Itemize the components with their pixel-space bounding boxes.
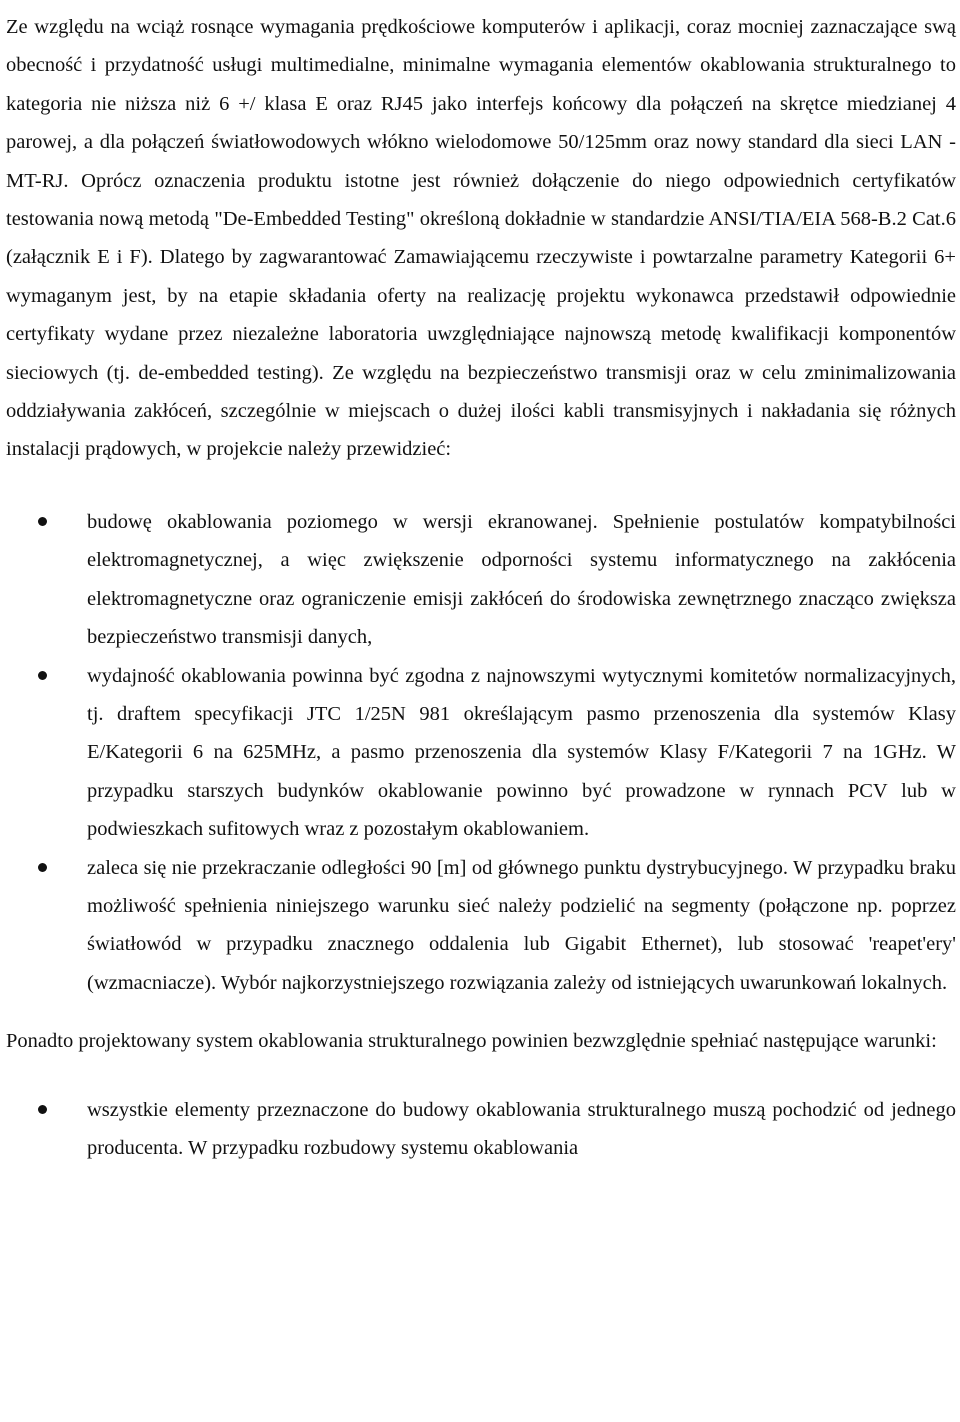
list-item-text: budowę okablowania poziomego w wersji ekranowanej. Spełnienie postulatów kompatybilności elektromagnetycznej, a więc zwiększenie odporności systemu informatycznego na zakłócenia elektromagnetyczne oraz ograniczenie emisji zakłóceń do środowiska zewnętrznego znacząco zwiększa bezpieczeństwo transmisji danych, (87, 510, 956, 649)
conditions-paragraph: Ponadto projektowany system okablowania strukturalnego powinien bezwzględnie spełniać następujące warunki: (6, 1030, 937, 1053)
bullet-icon (38, 517, 47, 526)
list-item (6, 657, 956, 849)
list-item (6, 849, 956, 1003)
list-item (6, 1091, 956, 1168)
list-item-text: wszystkie elementy przeznaczone do budowy okablowania strukturalnego muszą pochodzić od jednego producenta. W przypadku rozbudowy systemu okablowania (87, 1098, 956, 1159)
list-item-text: zaleca się nie przekraczanie odległości 90 [m] od głównego punktu dystrybucyjnego. W przypadku braku możliwość spełnienia niniejszego warunku sieć należy podzielić na segmenty (połączone np. poprzez światłowód w przypadku znacznego oddalenia lub Gigabit Ethernet), lub stosować 'reapet'ery' (wzmacniacze). Wybór najkorzystniejszego rozwiązania zależy od istniejących uwarunkowań lokalnych. (87, 856, 956, 994)
document-page (6, 0, 956, 1167)
bullet-icon (38, 863, 47, 872)
list-item (6, 503, 956, 657)
bullet-icon (38, 671, 47, 680)
conditions-list (6, 1091, 956, 1168)
list-item-text: wydajność okablowania powinna być zgodna z najnowszymi wytycznymi komitetów normalizacyjnych, tj. draftem specyfikacji JTC 1/25N 981 określającym pasmo przenoszenia dla systemów Klasy E/Kategorii 6 na 625MHz, a pasmo przenoszenia dla systemów Klasy F/Kategorii 7 na 1GHz. W przypadku starszych budynków okablowanie powinno być prowadzone w rynnach PCV lub w podwieszkach sufitowych wraz z pozostałym okablowaniem. (87, 664, 956, 841)
requirements-list (6, 503, 956, 1002)
bullet-icon (38, 1105, 47, 1114)
intro-paragraph: Ze względu na wciąż rosnące wymagania prędkościowe komputerów i aplikacji, coraz mocniej zaznaczające swą obecność i przydatność usługi multimedialne, minimalne wymagania elementów okablowania strukturalnego to kategoria nie niższa niż 6 +/ klasa E oraz RJ45 jako interfejs końcowy dla połączeń na skrętce miedzianej 4 parowej, a dla połączeń światłowodowych włókno wielodomowe 50/125mm oraz nowy standard dla sieci LAN - MT-RJ. Oprócz oznaczenia produktu istotne jest również dołączenie do niego odpowiednich certyfikatów testowania nową metodą "De-Embedded Testing" określoną dokładnie w standardzie ANSI/TIA/EIA 568-B.2 Cat.6 (załącznik E i F). Dlatego by zagwarantować Zamawiającemu rzeczywiste i powtarzalne parametry Kategorii 6+ wymaganym jest, by na etapie składania oferty na realizację projektu wykonawca przedstawił odpowiednie certyfikaty wydane przez niezależne laboratoria uwzględniające najnowszą metodę kwalifikacji komponentów sieciowych (tj. de-embedded testing). Ze względu na bezpieczeństwo transmisji oraz w celu zminimalizowania oddziaływania zakłóceń, szczególnie w miejscach o dużej ilości kabli transmisyjnych i nakładania się różnych instalacji prądowych, w projekcie należy przewidzieć: (6, 16, 956, 461)
